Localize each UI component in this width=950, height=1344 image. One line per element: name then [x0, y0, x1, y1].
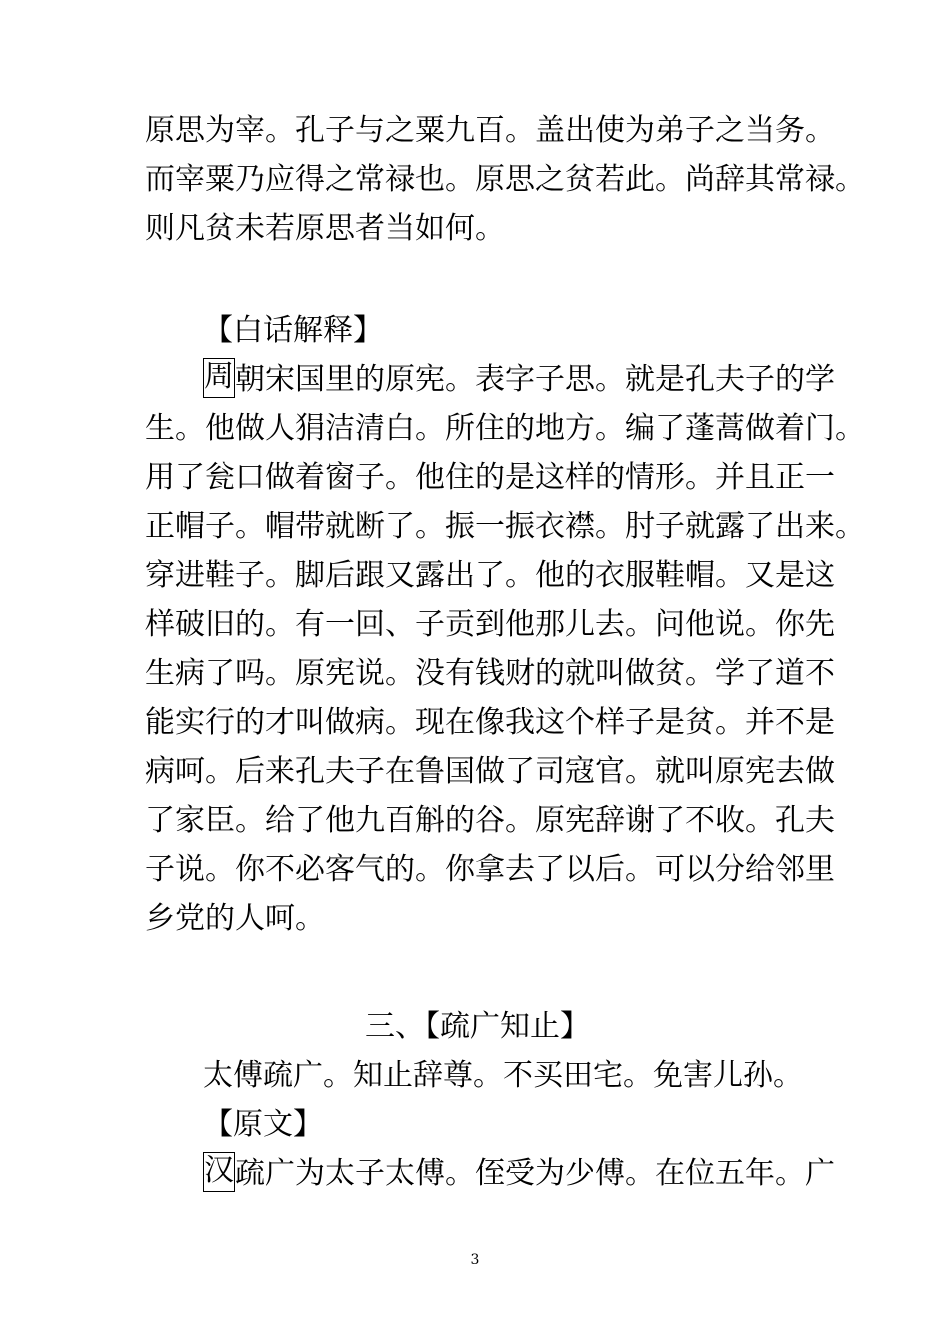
text-line: 了家臣。给了他九百斛的谷。原宪辞谢了不收。孔夫 [145, 803, 835, 838]
text-line: 生病了吗。原宪说。没有钱财的就叫做贫。学了道不 [145, 656, 835, 691]
text-line: 生。他做人狷洁清白。所住的地方。编了蓬蒿做着门。 [145, 411, 865, 446]
text-line: 能实行的才叫做病。现在像我这个样子是贫。并不是 [145, 705, 835, 740]
text-line: 病呵。后来孔夫子在鲁国做了司寇官。就叫原宪去做 [145, 754, 835, 789]
original-heading: 【原文】 [203, 1107, 323, 1142]
verse-line: 太傅疏广。知止辞尊。不买田宅。免害儿孙。 [203, 1058, 803, 1093]
text-line [145, 1149, 835, 1198]
text-fragment: 朝宋国里的原宪。表字子思。就是孔夫子的学 [235, 362, 835, 397]
explanation-heading: 【白话解释】 [203, 313, 383, 348]
section-three [145, 1002, 835, 1198]
text-fragment: 疏广为太子太傅。侄受为少傅。在位五年。广 [235, 1156, 835, 1191]
text-line: 而宰粟乃应得之常禄也。原思之贫若此。尚辞其常禄。 [145, 162, 865, 197]
text-line: 正帽子。帽带就断了。振一振衣襟。肘子就露了出来。 [145, 509, 865, 544]
boxed-initial-char: 周 [203, 358, 235, 398]
text-line: 子说。你不必客气的。你拿去了以后。可以分给邻里 [145, 852, 835, 887]
top-paragraph [145, 106, 865, 253]
text-line: 穿进鞋子。脚后跟又露出了。他的衣服鞋帽。又是这 [145, 558, 835, 593]
section-title: 三、【疏广知止】 [365, 1009, 590, 1044]
text-line: 用了瓮口做着窗子。他住的是这样的情形。并且正一 [145, 460, 835, 495]
text-line: 样破旧的。有一回、子贡到他那儿去。问他说。你先 [145, 607, 835, 642]
page-number: 3 [470, 1252, 480, 1268]
text-line: 原思为宰。孔子与之粟九百。盖出使为弟子之当务。 [145, 113, 835, 148]
text-line: 则凡贫未若原思者当如何。 [145, 211, 505, 246]
text-line [145, 355, 835, 404]
boxed-initial-char: 汉 [203, 1152, 235, 1192]
text-line: 乡党的人呵。 [145, 901, 325, 936]
explanation-section [145, 306, 865, 943]
